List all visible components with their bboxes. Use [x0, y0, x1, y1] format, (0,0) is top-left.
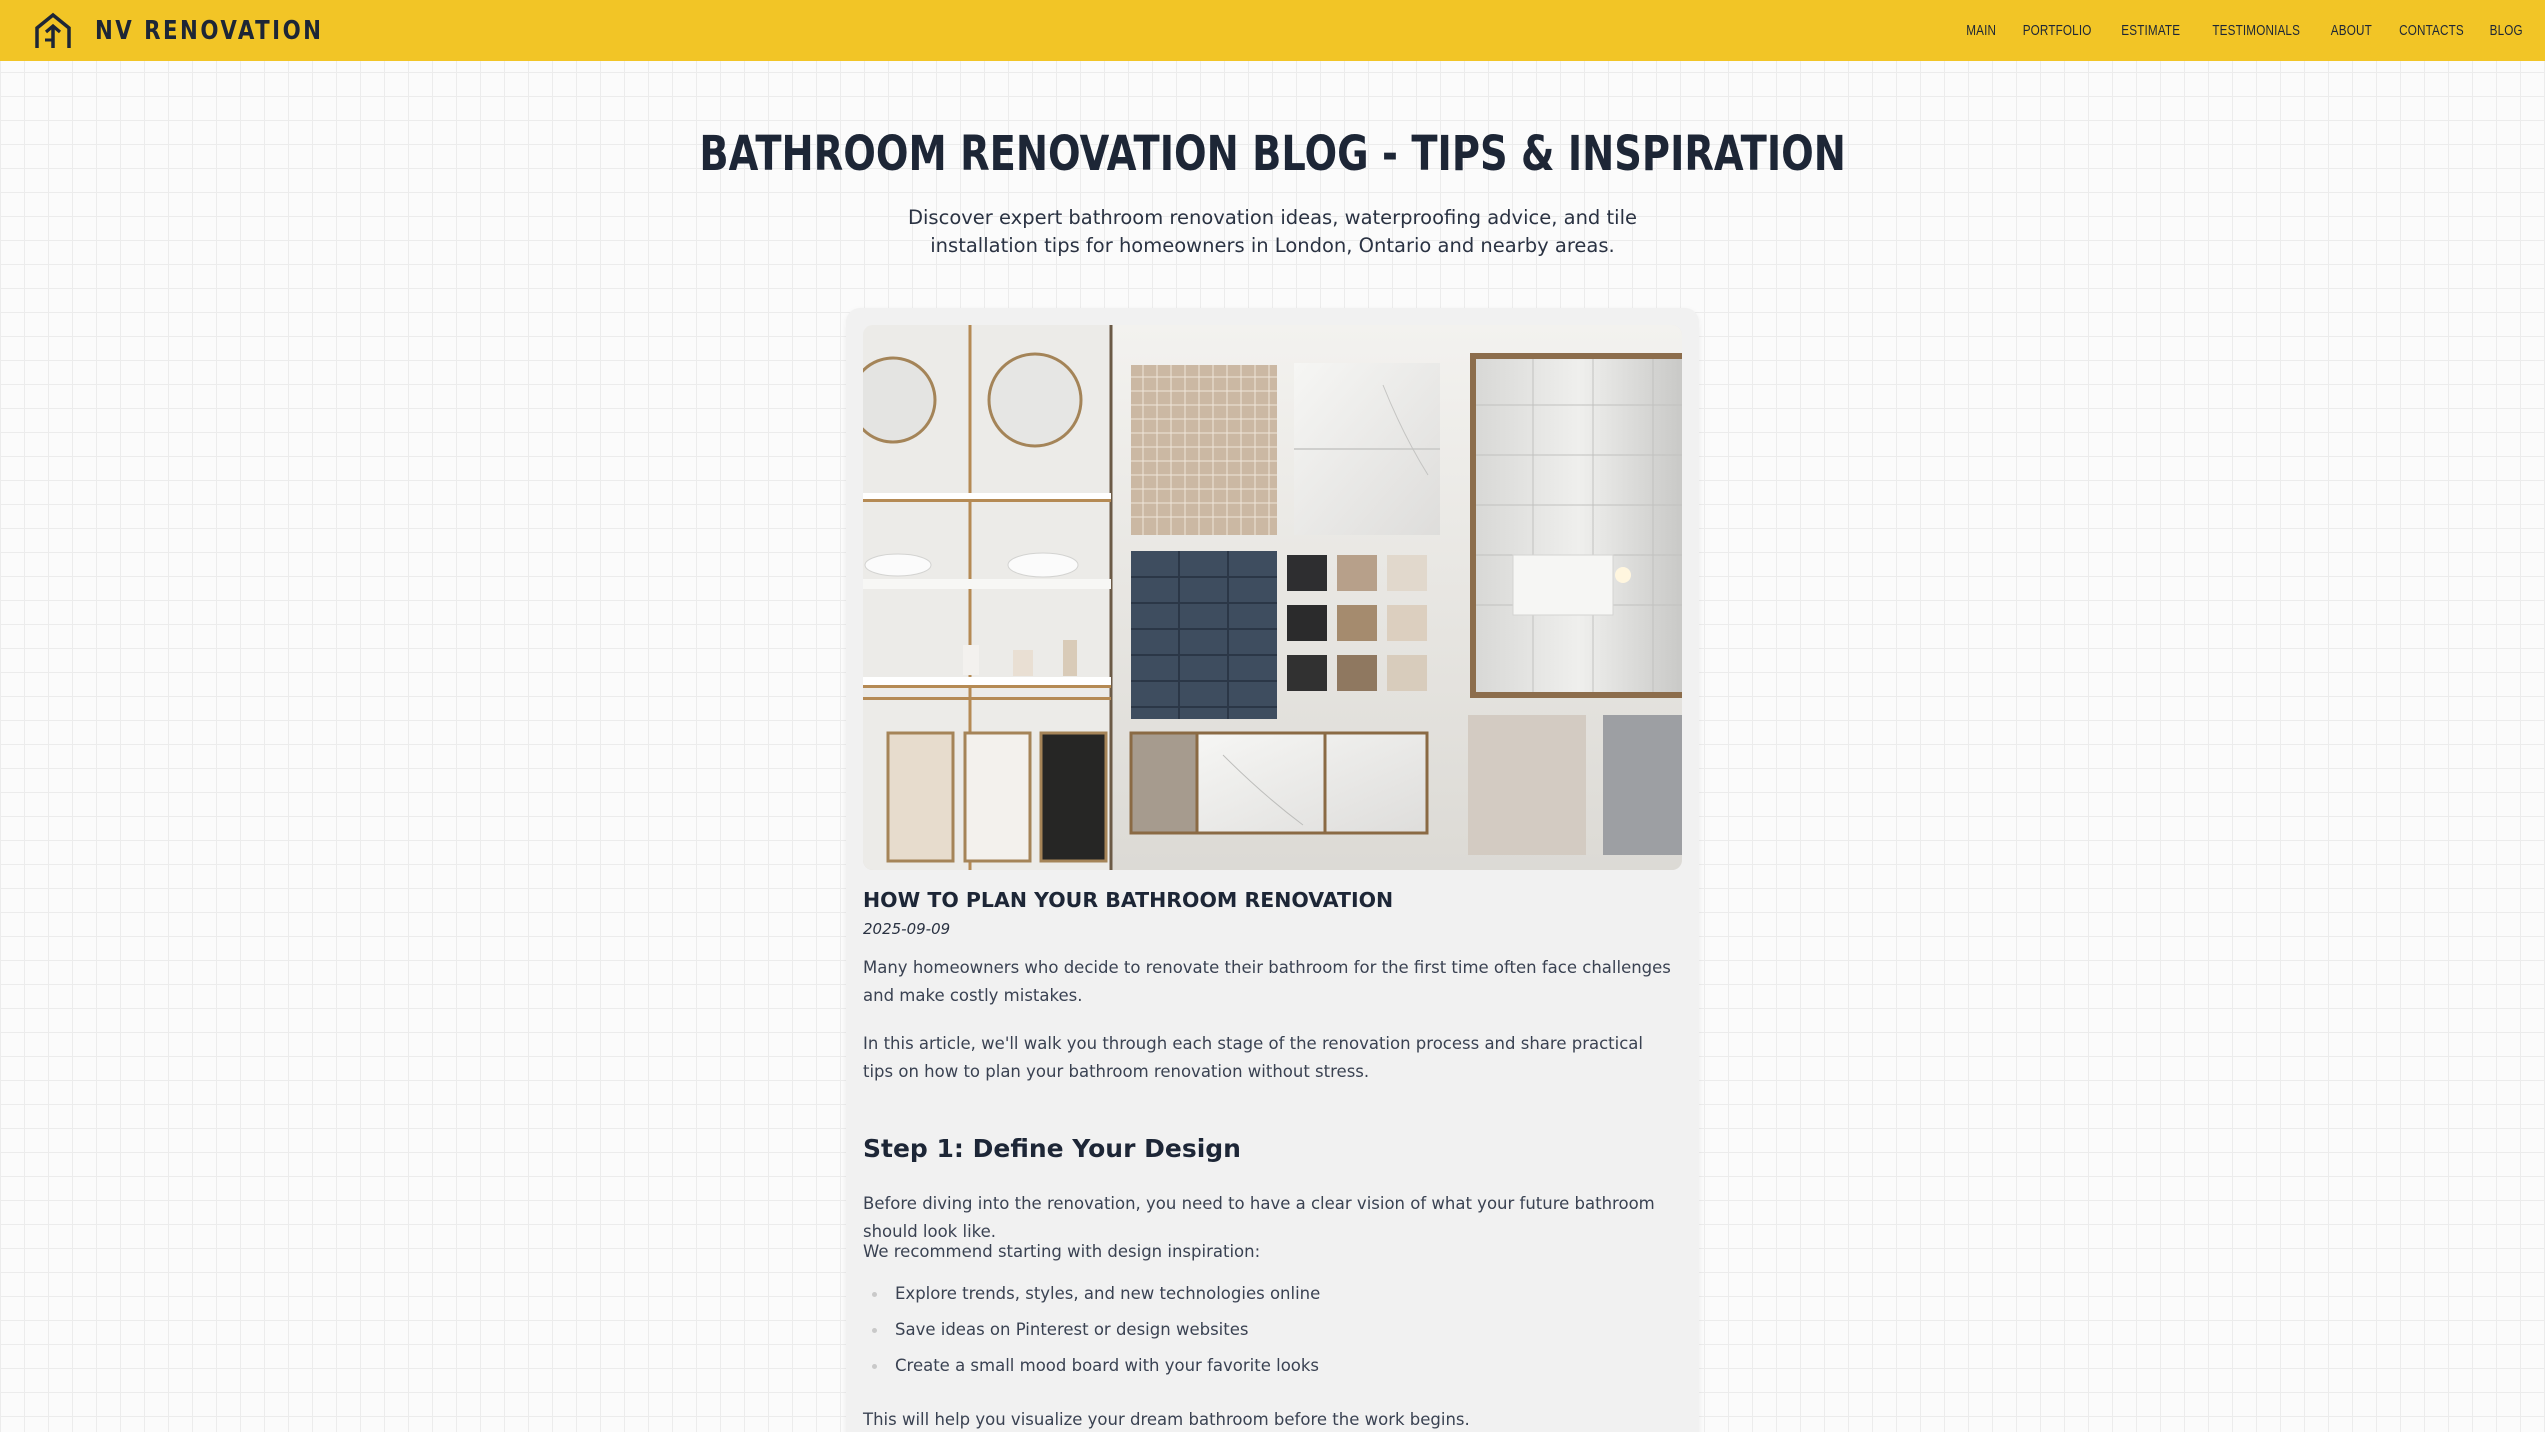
step-1-paragraph: Before diving into the renovation, you need to have a clear vision of what your future bathroom should look like.	[863, 1194, 1655, 1241]
step-1-recommend: We recommend starting with design inspiration:	[863, 1242, 1261, 1261]
step-1-outro: This will help you visualize your dream bathroom before the work begins.	[863, 1410, 1470, 1429]
post-intro-paragraph-1: Many homeowners who decide to renovate their bathroom for the first time often face challenges and make costly mistakes.	[863, 958, 1671, 1005]
inspiration-list	[863, 1276, 1320, 1384]
list-item: Create a small mood board with your favorite looks	[863, 1348, 1320, 1384]
nav-estimate[interactable]: ESTIMATE	[2121, 22, 2181, 39]
brand-logo-link[interactable]	[33, 11, 374, 51]
main-nav	[1967, 0, 2522, 61]
house-logo-icon	[33, 11, 73, 51]
nav-blog[interactable]: BLOG	[2489, 22, 2523, 39]
brand-name: NV RENOVATION	[95, 15, 324, 46]
page-title-text: BATHROOM RENOVATION BLOG - TIPS & INSPIRATION	[699, 126, 1846, 182]
bathroom-moodboard-illustration	[863, 325, 1682, 870]
post-title[interactable]: HOW TO PLAN YOUR BATHROOM RENOVATION	[863, 888, 1394, 912]
blog-post-card	[846, 308, 1699, 1432]
list-item: Explore trends, styles, and new technologies online	[863, 1276, 1320, 1312]
post-cover-image[interactable]	[863, 325, 1682, 870]
page-subtitle: Discover expert bathroom renovation ideas, waterproofing advice, and tile installation tips for homeowners in London, Ontario and nearby areas.	[908, 206, 1637, 257]
post-intro-paragraph-2: In this article, we'll walk you through each stage of the renovation process and share practical tips on how to plan your bathroom renovation without stress.	[863, 1034, 1643, 1081]
nav-main[interactable]: MAIN	[1966, 22, 1997, 39]
nav-testimonials[interactable]: TESTIMONIALS	[2212, 22, 2301, 39]
top-navigation-bar	[0, 0, 2545, 61]
nav-contacts[interactable]: CONTACTS	[2398, 22, 2464, 39]
nav-about[interactable]: ABOUT	[2330, 22, 2372, 39]
list-item: Save ideas on Pinterest or design websites	[863, 1312, 1320, 1348]
step-1-heading: Step 1: Define Your Design	[863, 1134, 1241, 1163]
nav-portfolio[interactable]: PORTFOLIO	[2022, 22, 2092, 39]
post-date: 2025-09-09	[863, 920, 951, 938]
page-title	[0, 126, 2545, 182]
